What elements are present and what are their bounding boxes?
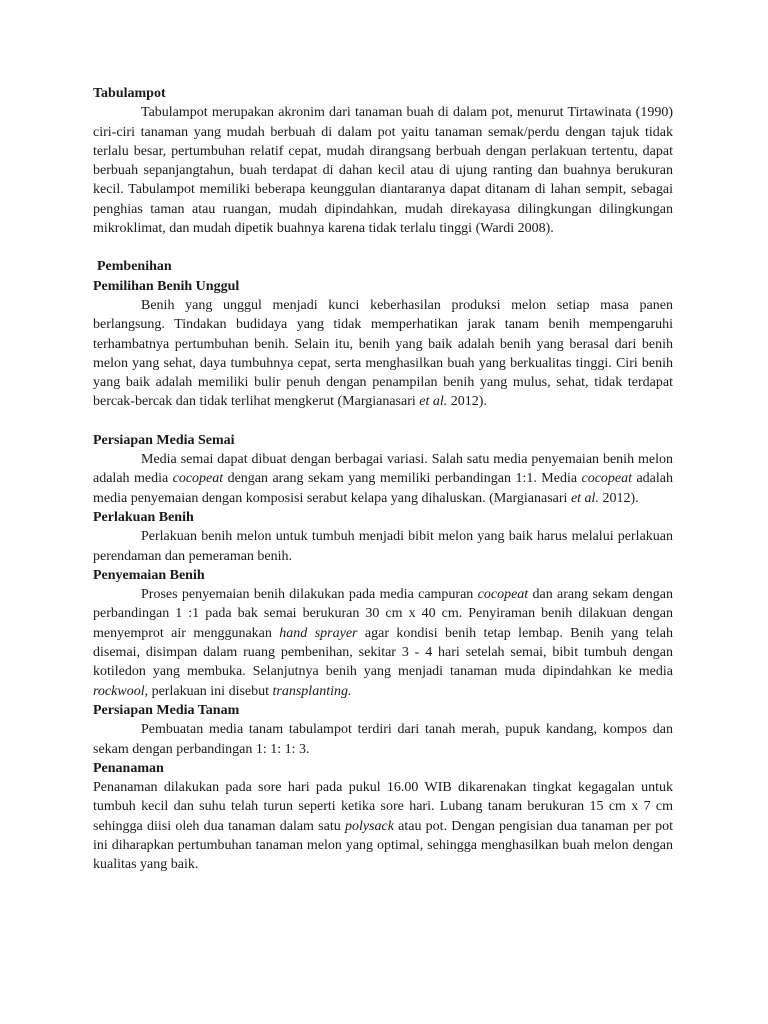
paragraph-media-semai: Media semai dapat dibuat dengan berbagai variasi. Salah satu media penyemaian benih melon adalah media cocopeat dengan arang sekam yang memiliki perbandingan 1:1. Media cocopeat adalah media penyemaian dengan komposisi serabut kelapa yang dihaluskan. (Margianasari et al. 2012).: [93, 452, 673, 506]
paragraph-perlakuan-benih: Perlakuan benih melon untuk tumbuh menjadi bibit melon yang baik harus melalui perlakuan perendaman dan pemeraman benih.: [93, 529, 673, 564]
paragraph-penanaman: Penanaman dilakukan pada sore hari pada pukul 16.00 WIB dikarenakan tingkat kegagalan untuk tumbuh kecil dan suhu telah turun seperti ketika sore hari. Lubang tanam berukuran 15 cm x 7 cm sehingga diisi oleh dua tanaman dalam satu polysack atau pot. Dengan pengisian dua tanaman per pot ini diharapkan pertumbuhan tanaman melon yang optimal, sehingga menghasilkan buah melon dengan kualitas yang baik.: [93, 780, 673, 873]
section-title-media-semai: Persiapan Media Semai: [93, 432, 235, 448]
section-title-tabulampot: Tabulampot: [93, 86, 166, 101]
section-title-penyemaian-benih: Penyemaian Benih: [93, 567, 205, 583]
section-title-pemilihan-benih: Pemilihan Benih Unggul: [93, 278, 240, 294]
paragraph-tabulampot: Tabulampot merupakan akronim dari tanaman buah di dalam pot, menurut Tirtawinata (1990) ciri-ciri tanaman yang mudah berbuah di dalam pot yaitu tanaman semak/perdu dengan tajuk tidak terlalu besar, pertumbuhan relatif cepat, mudah dirangsang berbuah dengan perlakuan tertentu, dapat berbuah sepanjangtahun, buah terdapat di dahan kecil atau di ujung ranting dan buahnya berukuran kecil. Tabulampot memiliki beberapa keunggulan diantaranya dapat ditanam di lahan sempit, sebagai penghias taman atau ruangan, mudah dipindahkan, mudah direkayasa dilingkungan dilingkungan mikroklimat, dan mudah dipetik buahnya karena tidak terlalu tinggi (Wardi 2008).: [93, 105, 673, 237]
section-title-media-tanam: Persiapan Media Tanam: [93, 702, 240, 718]
section-title-perlakuan-benih: Perlakuan Benih: [93, 509, 194, 525]
section-title-penanaman: Penanaman: [93, 760, 164, 776]
section-title-pembenihan: Pembenihan: [97, 259, 172, 275]
paragraph-gap: [93, 412, 673, 431]
paragraph-penyemaian-benih: Proses penyemaian benih dilakukan pada media campuran cocopeat dan arang sekam dengan perbandingan 1 :1 pada bak semai berukuran 30 cm x 40 cm. Penyiraman benih dilakuan dengan menyemprot air menggunakan hand sprayer agar kondisi benih tetap lembap. Benih yang telah disemai, disimpan dalam ruang pembenihan, sekitar 3 - 4 hari setelah semai, bibit tumbuh dengan kotiledon yang membuka. Selanjutnya benih yang menjadi tanaman muda dipindahkan ke media rockwool, perlakuan ini disebut transplanting.: [93, 587, 673, 699]
paragraph-gap: [93, 238, 673, 257]
paragraph-media-tanam: Pembuatan media tanam tabulampot terdiri dari tanah merah, pupuk kandang, kompos dan sekam dengan perbandingan 1: 1: 1: 3.: [93, 722, 673, 757]
paragraph-pemilihan-benih: Benih yang unggul menjadi kunci keberhasilan produksi melon setiap masa panen berlangsung. Tindakan budidaya yang tidak memperhatikan jarak tanam benih mempengaruhi terhambatnya pertumbuhan benih. Selain itu, benih yang baik adalah benih yang berasal dari benih melon yang sehat, daya tumbuhnya cepat, serta menghasilkan buah yang berkualitas tinggi. Ciri benih yang baik adalah memiliki bulir penuh dengan penampilan benih yang mulus, sehat, tidak terdapat bercak-bercak dan tidak terlihat mengkerut (Margianasari et al. 2012).: [93, 297, 673, 410]
